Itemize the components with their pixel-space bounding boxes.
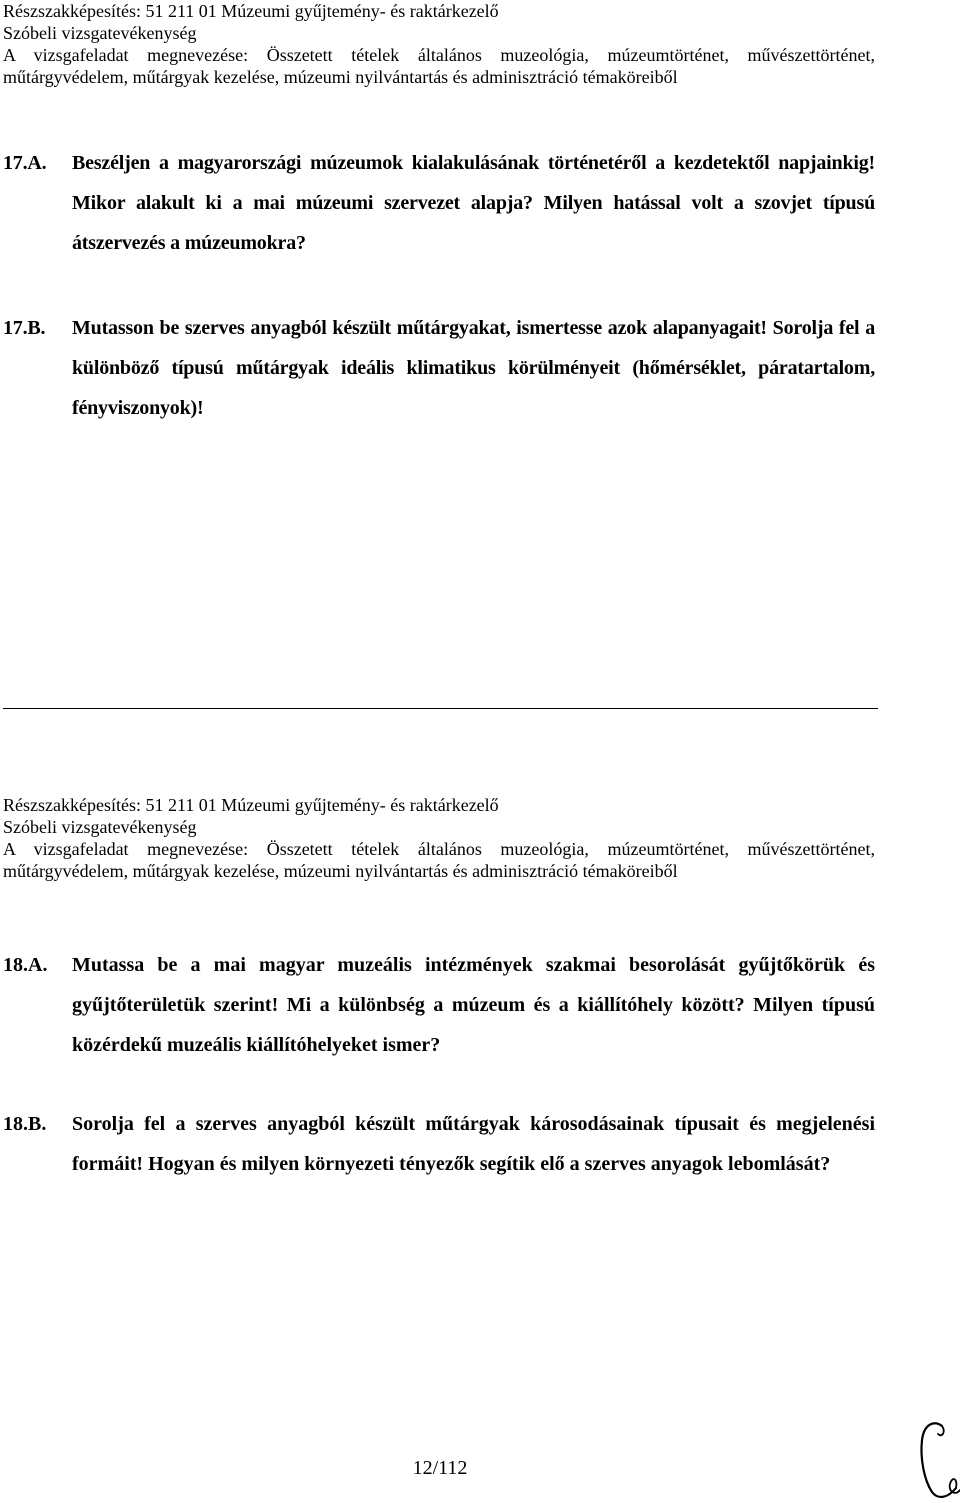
header-topics: műtárgyvédelem, műtárgyak kezelése, múzeumi nyilvántartás és adminisztráció témaköreiből: [3, 67, 678, 87]
task-text-content: Sorolja fel a szerves anyagból készült műtárgyak károsodásainak típusait és megjelenési formáit! Hogyan és milyen környezeti tényezők segítik elő a szerves anyagok lebomlását?: [72, 1113, 875, 1175]
task-text-content: Mutassa be a mai magyar muzeális intézmények szakmai besorolását gyűjtőkörük és gyűjtőterületük szerint! Mi a különbség a múzeum és a kiállítóhely között? Milyen típusú közérdekű muzeális kiállítóhelyeket ismer?: [72, 954, 875, 1056]
header-qualification: Részszakképesítés: 51 211 01 Múzeumi gyűjtemény- és raktárkezelő: [3, 1, 499, 21]
task-text: [72, 143, 875, 263]
task-text: [72, 945, 875, 1065]
task-number: 17.A.: [3, 152, 47, 174]
header-topics: műtárgyvédelem, műtárgyak kezelése, múzeumi nyilvántartás és adminisztráció témaköreiből: [3, 861, 678, 881]
header-exam-type: Szóbeli vizsgatevékenység: [3, 817, 197, 837]
task-number: 17.B.: [3, 317, 46, 339]
task-number: 18.A.: [3, 954, 48, 976]
page-number: 12/112: [412, 1457, 468, 1479]
header-qualification: Részszakképesítés: 51 211 01 Múzeumi gyűjtemény- és raktárkezelő: [3, 795, 499, 815]
task-17b: [3, 308, 875, 428]
page-separator: [3, 708, 878, 709]
signature-mark: [912, 1418, 960, 1503]
task-17a: [3, 143, 875, 263]
page-header: [3, 0, 875, 88]
header-exam-type: Szóbeli vizsgatevékenység: [3, 23, 197, 43]
task-18b: [3, 1104, 875, 1184]
task-18a: [3, 945, 875, 1065]
task-text-content: Mutasson be szerves anyagból készült műtárgyakat, ismertesse azok alapanyagait! Sorolja fel a különböző típusú műtárgyak ideális klimatikus körülményeit (hőmérséklet, páratartalom, fényviszonyok)!: [72, 317, 875, 419]
header-task-name: A vizsgafeladat megnevezése: Összetett tételek általános muzeológia, múzeumtörténet, művészettörténet,: [3, 839, 875, 859]
task-text: [72, 1104, 875, 1184]
page-header: [3, 794, 875, 882]
task-number: 18.B.: [3, 1113, 47, 1135]
header-task-name: A vizsgafeladat megnevezése: Összetett tételek általános muzeológia, múzeumtörténet, művészettörténet,: [3, 45, 875, 65]
task-text: [72, 308, 875, 428]
task-text-content: Beszéljen a magyarországi múzeumok kialakulásának történetéről a kezdetektől napjainkig! Mikor alakult ki a mai múzeumi szervezet alapja? Milyen hatással volt a szovjet típusú átszervezés a múzeumokra?: [72, 152, 875, 254]
